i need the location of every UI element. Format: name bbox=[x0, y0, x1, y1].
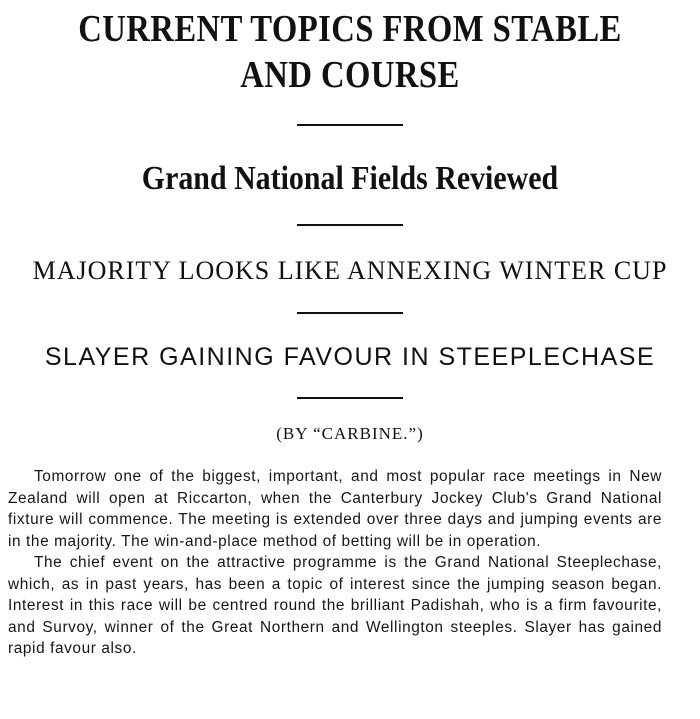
deck-headline-1: MAJORITY LOOKS LIKE ANNEXING WINTER CUP bbox=[32, 256, 668, 285]
main-headline-line-2: AND COURSE bbox=[240, 54, 460, 96]
article-paragraph: The chief event on the attractive programme is the Grand National Steeplechase, which, as in past years, has been a topic of interest since the jumping season began. Interest in this race will be centred round the brilliant Padishah, who is a firm favourite, and Survoy, winner of the Great Northern and Wellington steeples. Slayer has gained rapid favour also. bbox=[8, 554, 662, 657]
divider-rule bbox=[297, 224, 403, 226]
byline: (BY “CARBINE.”) bbox=[276, 424, 424, 443]
article-body bbox=[8, 466, 662, 660]
main-headline bbox=[49, 6, 651, 98]
divider-rule bbox=[297, 124, 403, 126]
divider-rule bbox=[297, 312, 403, 314]
divider-rule bbox=[297, 397, 403, 399]
main-headline-line-1: CURRENT TOPICS FROM STABLE bbox=[78, 8, 622, 50]
subheadline: Grand National Fields Reviewed bbox=[141, 160, 559, 197]
article-paragraph: Tomorrow one of the biggest, important, and most popular race meetings in New Zealand will open at Riccarton, when the Canterbury Jockey Club's Grand National fixture will commence. The meeting is extended over three days and jumping events are in the majority. The win-and-place method of betting will be in operation. bbox=[8, 468, 662, 550]
deck-headline-2: SLAYER GAINING FAVOUR IN STEEPLECHASE bbox=[44, 343, 656, 371]
